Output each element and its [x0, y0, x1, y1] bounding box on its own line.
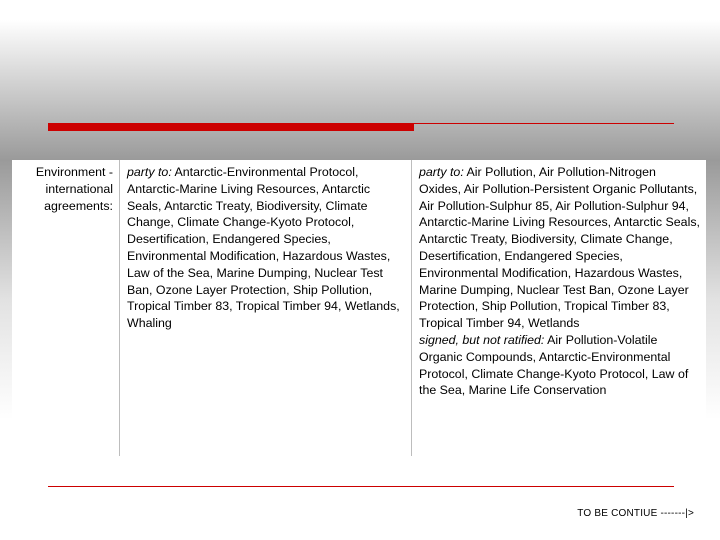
party-to-list: Air Pollution, Air Pollution-Nitrogen Oxides, Air Pollution-Persistent Organic Pollutants, Air Pollution-Sulphur 85, Air Pollution-Sulphur 94, Antarctic-Marine Living Resources, Antarctic Seals, Antarctic Treaty, Biodiversity, Climate Change, Desertification, Endangered Species, Environmental Modification, Hazardous Wastes, Marine Dumping, Nuclear Test Ban, Ozone Layer Protection, Ship Pollution, Tropical Timber 83, Tropical Timber 94, Wetlands — [419, 165, 700, 331]
party-to-prefix: party to: — [127, 165, 172, 179]
country1-cell — [120, 160, 412, 456]
party-to-list: Antarctic-Environmental Protocol, Antarctic-Marine Living Resources, Antarctic Seals, Antarctic Treaty, Biodiversity, Climate Change, Climate Change-Kyoto Protocol, Desertification, Endangered Species, Environmental Modification, Hazardous Wastes, Law of the Sea, Marine Dumping, Nuclear Test Ban, Ozone Layer Protection, Ship Pollution, Tropical Timber 83, Tropical Timber 94, Wetlands, Whaling — [127, 165, 400, 331]
top-accent-bar — [48, 123, 414, 131]
party-to-prefix: party to: — [419, 165, 464, 179]
signed-not-ratified-list: Air Pollution-Volatile Organic Compounds, Antarctic-Environmental Protocol, Climate Change-Kyoto Protocol, Law of the Sea, Marine Life Conservation — [419, 332, 689, 398]
row-label: Environment - international agreements: — [35, 165, 113, 213]
signed-not-ratified-prefix: signed, but not ratified: — [419, 332, 545, 347]
bottom-divider-line — [48, 486, 674, 487]
row-label-cell — [12, 160, 120, 456]
country2-cell — [412, 160, 706, 456]
agreements-table — [12, 160, 706, 456]
continue-note: TO BE CONTIUE -------|> — [577, 508, 694, 519]
